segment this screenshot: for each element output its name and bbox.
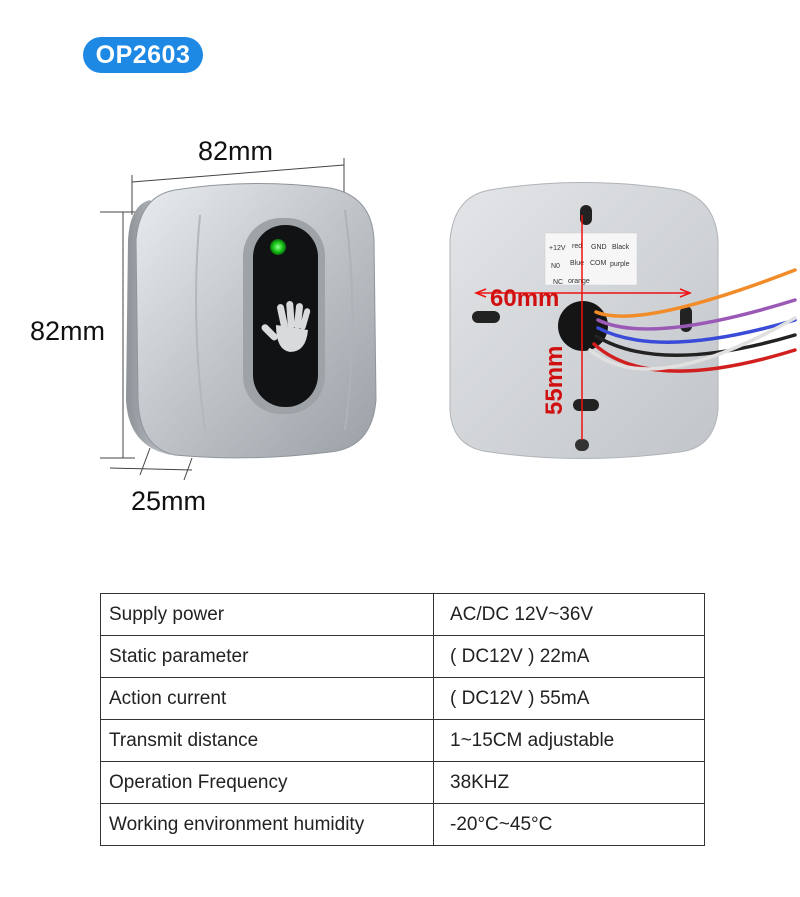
front-width-label: 82mm (198, 136, 274, 166)
spec-value: 38KHZ (434, 762, 705, 804)
wiring-cell: NC (553, 279, 564, 286)
table-row (101, 594, 705, 636)
table-row (101, 678, 705, 720)
front-view (100, 158, 376, 480)
spec-label: Action current (101, 678, 434, 720)
wiring-label-sticker (545, 233, 637, 285)
dim-line-depth (110, 468, 192, 470)
slot-lower (573, 399, 599, 411)
dim-line-width (132, 165, 344, 182)
back-view (450, 183, 795, 459)
spec-label: Static parameter (101, 636, 434, 678)
hole-spacing-horizontal: 60mm (490, 285, 560, 312)
spec-label: Supply power (101, 594, 434, 636)
slot-left (472, 311, 500, 323)
hole-spacing-vertical: 55mm (541, 345, 568, 415)
spec-table (100, 593, 705, 846)
spec-label: Operation Frequency (101, 762, 434, 804)
wiring-cell: GND (591, 244, 607, 251)
table-row (101, 720, 705, 762)
spec-label: Transmit distance (101, 720, 434, 762)
spec-value: 1~15CM adjustable (434, 720, 705, 762)
spec-value: -20°C~45°C (434, 804, 705, 846)
table-row (101, 636, 705, 678)
slot-bottom (575, 439, 589, 451)
wiring-cell: red (572, 243, 583, 250)
cable-hole (558, 301, 608, 351)
wiring-cell: purple (610, 261, 630, 268)
wiring-cell: Black (612, 244, 630, 251)
dim-ext-depth-a (140, 448, 150, 475)
spec-value: AC/DC 12V~36V (434, 594, 705, 636)
wiring-cell: +12V (549, 245, 566, 252)
dim-ext-depth-b (184, 458, 192, 480)
led-indicator (270, 239, 286, 255)
product-figure (0, 140, 800, 530)
wiring-cell: COM (590, 260, 607, 267)
spec-value: ( DC12V ) 55mA (434, 678, 705, 720)
wiring-cell: Blue (570, 260, 585, 267)
spec-label: Working environment humidity (101, 804, 434, 846)
table-row (101, 762, 705, 804)
table-row (101, 804, 705, 846)
depth-label: 25mm (131, 486, 207, 516)
front-height-label: 82mm (30, 316, 106, 346)
wiring-cell: N0 (551, 263, 560, 270)
model-badge: OP2603 (83, 37, 203, 73)
spec-value: ( DC12V ) 22mA (434, 636, 705, 678)
wiring-cell: orange (568, 278, 590, 285)
